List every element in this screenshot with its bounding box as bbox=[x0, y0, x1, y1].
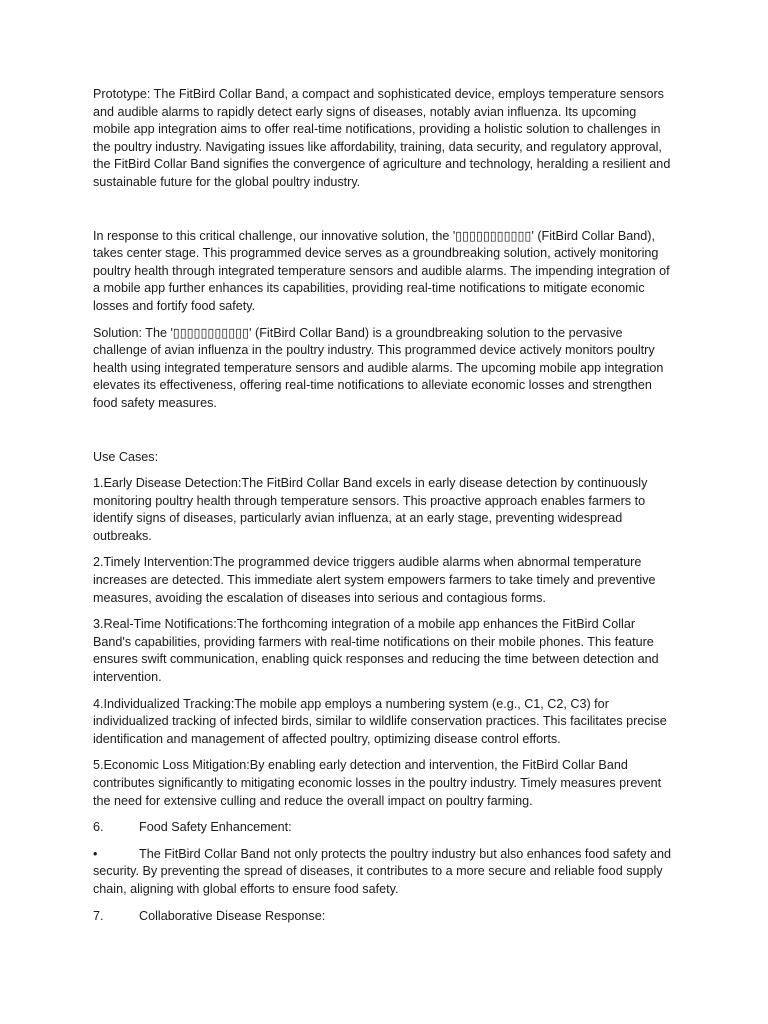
use-case-7-heading bbox=[93, 908, 675, 926]
list-title: Collaborative Disease Response: bbox=[139, 908, 326, 923]
prototype-paragraph: Prototype: The FitBird Collar Band, a compact and sophisticated device, employs temperature sensors and audible alarms to rapidly detect early signs of diseases, notably avian influenza. Its upcoming mobile app integration aims to offer real-time notifications, providing a holistic solution to challenges in the poultry industry. Navigating issues like affordability, training, data security, and regulatory approval, the FitBird Collar Band signifies the convergence of agriculture and technology, heralding a resilient and sustainable future for the global poultry industry. bbox=[93, 87, 671, 189]
bullet-text: The FitBird Collar Band not only protects the poultry industry but also enhances food safety and security. By preventing the spread of diseases, it contributes to a more secure and reliable food supply chain, aligning with global efforts to ensure food safety. bbox=[93, 846, 672, 896]
list-title: Food Safety Enhancement: bbox=[139, 820, 292, 835]
bullet-icon: • bbox=[93, 846, 98, 861]
response-paragraph: In response to this critical challenge, our innovative solution, the '▯▯▯▯▯▯▯▯▯▯▯' (FitBird Collar Band), takes center stage. This programmed device serves as a groundbreaking solution, actively monitoring poultry health through integrated temperature sensors and audible alarms. The impending integration of a mobile app further enhances its capabilities, providing real-time notifications to mitigate economic losses and fortify food safety. bbox=[93, 228, 670, 313]
use-cases-heading: Use Cases: bbox=[93, 449, 159, 464]
use-case-5: 5.Economic Loss Mitigation:By enabling early detection and intervention, the FitBird Collar Band contributes significantly to mitigating economic losses in the poultry industry. Timely measures prevent the need for extensive culling and reduce the overall impact on poultry farming. bbox=[93, 758, 662, 808]
solution-paragraph: Solution: The '▯▯▯▯▯▯▯▯▯▯▯' (FitBird Collar Band) is a groundbreaking solution to the pervasive challenge of avian influenza in the poultry industry. This programmed device actively monitors poultry health using integrated temperature sensors and audible alarms. The upcoming mobile app integration elevates its effectiveness, offering real-time notifications to alleviate economic losses and strengthen food safety measures. bbox=[93, 325, 664, 410]
use-case-1: 1.Early Disease Detection:The FitBird Collar Band excels in early disease detection by continuously monitoring poultry health through temperature sensors. This proactive approach enables farmers to identify signs of diseases, particularly avian influenza, at an early stage, preventing widespread outbreaks. bbox=[93, 476, 648, 543]
bullet-paragraph bbox=[93, 846, 675, 899]
use-case-3: 3.Real-Time Notifications:The forthcoming integration of a mobile app enhances the FitBird Collar Band's capabilities, providing farmers with real-time notifications on their mobile phones. This feature ensures swift communication, enabling quick responses and reducing the time between detection and intervention. bbox=[93, 617, 659, 685]
use-case-2: 2.Timely Intervention:The programmed device triggers audible alarms when abnormal temperature increases are detected. This immediate alert system empowers farmers to take timely and preventive measures, avoiding the escalation of diseases into serious and contagious forms. bbox=[93, 555, 656, 605]
use-case-4: 4.Individualized Tracking:The mobile app employs a numbering system (e.g., C1, C2, C3) for individualized tracking of infected birds, similar to wildlife conservation practices. This facilitates precise identification and management of affected poultry, optimizing disease control efforts. bbox=[93, 696, 667, 746]
list-number: 7. bbox=[93, 908, 104, 923]
document-page bbox=[93, 86, 675, 934]
use-case-6-heading bbox=[93, 819, 675, 837]
list-number: 6. bbox=[93, 820, 104, 835]
